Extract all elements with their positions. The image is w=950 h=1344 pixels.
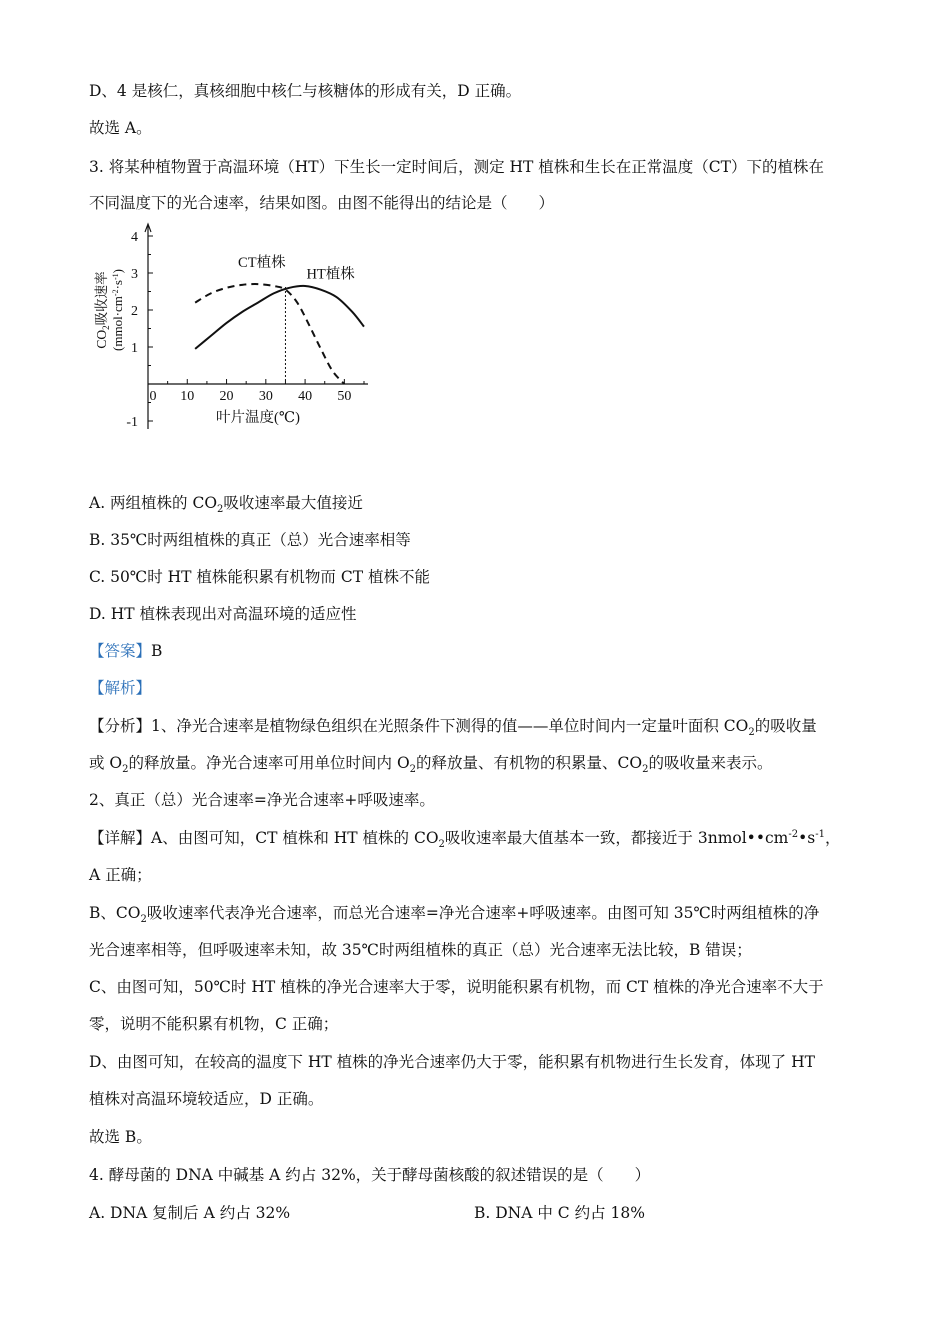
x-tick-label: 30 — [258, 389, 273, 404]
ht-series-label: HT植株 — [306, 266, 355, 283]
x-tick-label: 20 — [219, 389, 234, 404]
answer-line: 【答案】B — [89, 642, 163, 660]
analysis-line: 【分析】1、净光合速率是植物绿色组织在光照条件下测得的值——单位时间内一定量叶面积 $CO_2$的吸收量 — [89, 717, 817, 739]
y-tick-label: 1 — [131, 341, 138, 356]
y-tick-label: 3 — [131, 267, 138, 282]
x-tick-label: 40 — [298, 389, 313, 404]
answer-tag: 【答案】 — [89, 642, 152, 660]
y-axis-label: $CO_2$吸收速率 — [94, 271, 111, 349]
ct-series-label: CT植株 — [238, 255, 286, 271]
x-tick-label: 50 — [337, 389, 352, 404]
option-a: A. 两组植株的 $CO_2$吸收速率最大值接近 — [89, 494, 363, 516]
question-3-stem: 3. 将某种植物置于高温环境（HT）下生长一定时间后，测定 HT 植株和生长在正常温度（CT）下的植株在 — [89, 158, 824, 176]
co2-absorption-chart — [92, 222, 382, 442]
detail-line: 【详解】A、由图可知，CT 植株和 HT 植株的 $CO_2$吸收速率最大值基本一致，都接近于 $3nmol••cm^{-2}•s^{-1}$， — [89, 828, 841, 851]
y-tick-label: 4 — [131, 230, 138, 245]
detail-line: A 正确； — [89, 866, 152, 884]
analysis-line: 或 $O_2$的释放量。净光合速率可用单位时间内 $O_2$的释放量、有机物的积累量、$CO_2$的吸收量来表示。 — [89, 754, 773, 776]
y-tick-label: -1 — [126, 415, 138, 430]
ct-curve — [195, 284, 344, 384]
analysis-heading: 【解析】 — [89, 679, 152, 697]
y-tick-label: 2 — [131, 304, 138, 319]
option-b: B. 35℃时两组植株的真正（总）光合速率相等 — [89, 531, 411, 549]
q4-option-b: B. DNA 中 C 约占 18% — [474, 1204, 645, 1222]
text-line: 故选 A。 — [89, 119, 152, 137]
option-c: C. 50℃时 HT 植株能积累有机物而 CT 植株不能 — [89, 568, 430, 586]
x-tick-label: 10 — [180, 389, 195, 404]
ht-curve — [195, 286, 364, 349]
option-d: D. HT 植株表现出对高温环境的适应性 — [89, 605, 357, 623]
detail-line: 零，说明不能积累有机物，C 正确； — [89, 1015, 339, 1033]
y-axis-unit: $(mmol\cdot cm^{-2}\cdot s^{-1})$ — [110, 269, 125, 351]
x-tick-label: 0 — [149, 389, 157, 404]
detail-line: C、由图可知，50℃时 HT 植株的净光合速率大于零，说明能积累有机物，而 CT 植株的净光合速率不大于 — [89, 978, 824, 996]
detail-line: D、由图可知，在较高的温度下 HT 植株的净光合速率仍大于零，能积累有机物进行生长发育，体现了 HT — [89, 1053, 815, 1071]
text-line: D、4 是核仁，真核细胞中核仁与核糖体的形成有关，D 正确。 — [89, 82, 522, 100]
q4-option-a: A. DNA 复制后 A 约占 32% — [89, 1204, 291, 1222]
x-axis-label: 叶片温度(℃) — [216, 410, 300, 426]
question-4-stem: 4. 酵母菌的 DNA 中碱基 A 约占 32%，关于酵母菌核酸的叙述错误的是（ ） — [89, 1166, 651, 1184]
chart-series — [195, 284, 364, 384]
detail-line: 光合速率相等，但呼吸速率未知，故 35℃时两组植株的真正（总）光合速率无法比较，B 错误； — [89, 941, 752, 959]
detail-line: 故选 B。 — [89, 1128, 152, 1146]
detail-line: 植株对高温环境较适应，D 正确。 — [89, 1090, 324, 1108]
detail-line: B、$CO_2$吸收速率代表净光合速率，而总光合速率=净光合速率+呼吸速率。由图可知 35℃时两组植株的净 — [89, 904, 820, 926]
analysis-line: 2、真正（总）光合速率=净光合速率+呼吸速率。 — [89, 791, 435, 809]
question-3-stem: 不同温度下的光合速率，结果如图。由图不能得出的结论是（ ） — [89, 194, 555, 212]
